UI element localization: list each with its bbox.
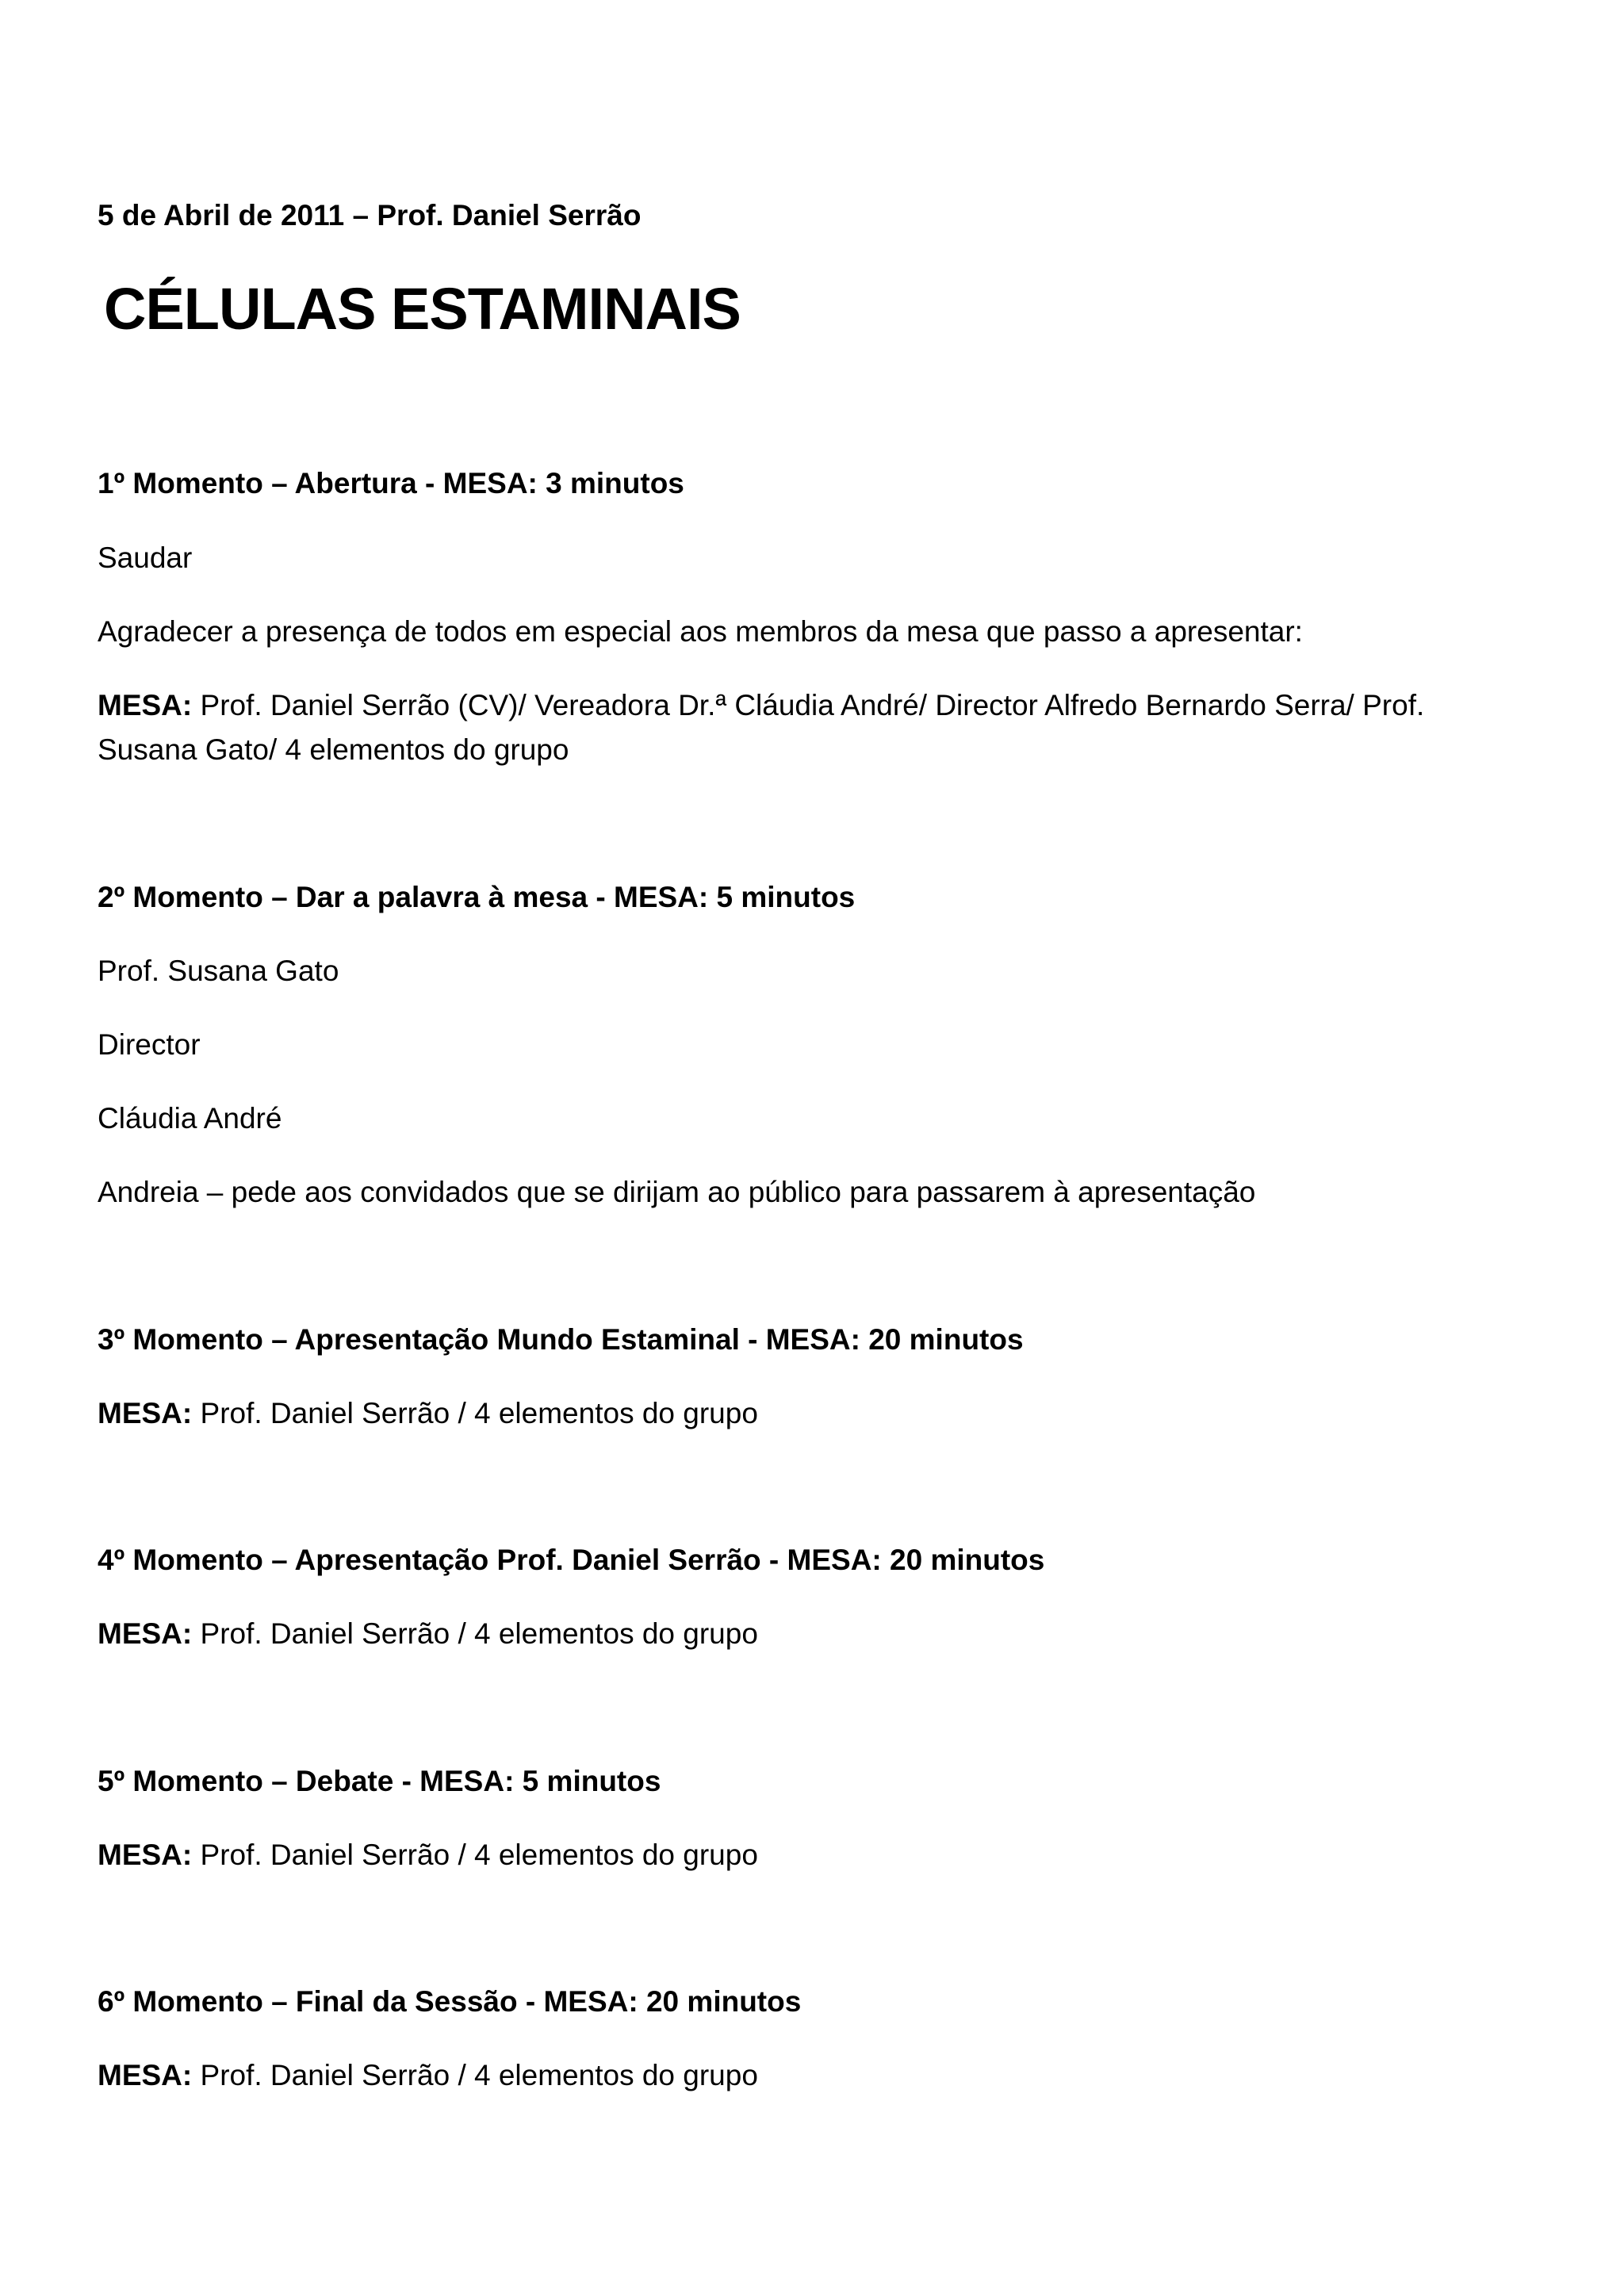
mesa-label: MESA:	[98, 1839, 193, 1871]
moment-2-heading: 2º Momento – Dar a palavra à mesa - MESA: 5 minutos	[98, 881, 856, 913]
mesa-label: MESA:	[98, 2059, 193, 2091]
moment-1-line-1: Saudar	[98, 541, 193, 574]
page-title: CÉLULAS ESTAMINAIS	[104, 276, 741, 342]
moment-4-heading: 4º Momento – Apresentação Prof. Daniel Serrão - MESA: 20 minutos	[98, 1544, 1045, 1576]
moment-1-line-2: Agradecer a presença de todos em especial aos membros da mesa que passo a apresentar:	[98, 615, 1303, 648]
moment-6-heading: 6º Momento – Final da Sessão - MESA: 20 minutos	[98, 1985, 802, 2018]
moment-5-mesa	[98, 1833, 758, 1877]
date-line: 5 de Abril de 2011 – Prof. Daniel Serrão	[98, 199, 642, 232]
moment-2-line-2: Director	[98, 1028, 201, 1061]
mesa-label: MESA:	[98, 689, 193, 721]
moment-3-mesa	[98, 1391, 758, 1436]
mesa-text: Prof. Daniel Serrão (CV)/ Vereadora Dr.ª Cláudia André/ Director Alfredo Bernardo Serra/ Prof.	[200, 689, 1425, 721]
moment-2-line-1: Prof. Susana Gato	[98, 955, 339, 987]
moment-1-mesa	[98, 683, 1424, 728]
moment-2-line-4: Andreia – pede aos convidados que se dirijam ao público para passarem à apresentação	[98, 1176, 1256, 1208]
moment-5-heading: 5º Momento – Debate - MESA: 5 minutos	[98, 1765, 661, 1797]
mesa-label: MESA:	[98, 1397, 193, 1429]
mesa-label: MESA:	[98, 1617, 193, 1650]
mesa-text: Prof. Daniel Serrão / 4 elementos do grupo	[200, 1839, 758, 1871]
moment-6-mesa	[98, 2053, 758, 2098]
moment-1-heading: 1º Momento – Abertura - MESA: 3 minutos	[98, 467, 684, 499]
moment-3-heading: 3º Momento – Apresentação Mundo Estaminal - MESA: 20 minutos	[98, 1323, 1024, 1356]
moment-1-mesa-cont: Susana Gato/ 4 elementos do grupo	[98, 733, 569, 766]
mesa-text: Prof. Daniel Serrão / 4 elementos do grupo	[200, 1617, 758, 1650]
moment-4-mesa	[98, 1612, 758, 1656]
mesa-text: Prof. Daniel Serrão / 4 elementos do grupo	[200, 2059, 758, 2091]
mesa-text: Prof. Daniel Serrão / 4 elementos do grupo	[200, 1397, 758, 1429]
moment-2-line-3: Cláudia André	[98, 1102, 282, 1135]
